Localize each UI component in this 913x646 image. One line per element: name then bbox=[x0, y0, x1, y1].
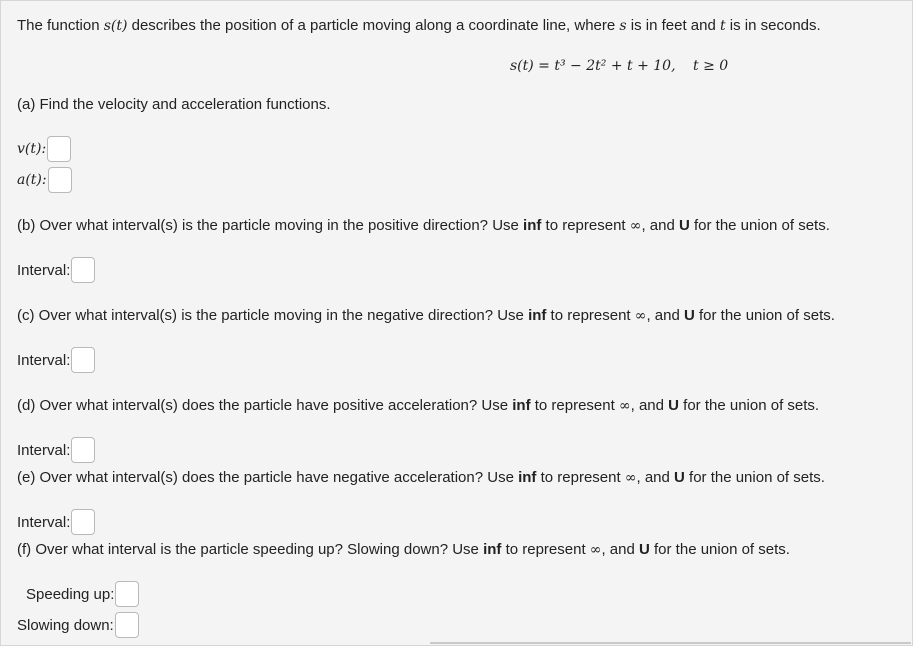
prompt-text: for the union of sets. bbox=[649, 541, 790, 558]
slowing-down-row bbox=[17, 612, 139, 638]
acceleration-row bbox=[17, 167, 72, 193]
speeding-up-input[interactable] bbox=[115, 581, 139, 607]
intro-t-variable: t bbox=[720, 18, 726, 34]
positive-acceleration-interval-input[interactable] bbox=[71, 437, 95, 463]
union-keyword: U bbox=[678, 217, 690, 234]
slowing-down-input[interactable] bbox=[115, 612, 139, 638]
union-keyword: U bbox=[674, 469, 685, 486]
infinity-symbol: ∞ bbox=[589, 542, 602, 558]
intro-text bbox=[17, 16, 821, 36]
prompt-text: for the union of sets. bbox=[679, 397, 820, 414]
prompt-text: to represent bbox=[530, 397, 619, 414]
part-a-prompt: (a) Find the velocity and acceleration functions. bbox=[17, 96, 331, 113]
inf-keyword: inf bbox=[483, 541, 502, 558]
part-d-interval-row bbox=[17, 437, 95, 463]
interval-label: Interval: bbox=[17, 351, 71, 369]
prompt-text: to represent bbox=[546, 307, 635, 324]
intro-s-variable: s bbox=[619, 18, 627, 34]
time-domain: t ≥ 0 bbox=[693, 58, 729, 74]
inf-keyword: inf bbox=[518, 469, 537, 486]
infinity-symbol: ∞ bbox=[634, 308, 647, 324]
interval-label: Interval: bbox=[17, 513, 71, 531]
intro-text-part: describes the position of a particle moving along a coordinate line, where bbox=[127, 17, 620, 34]
part-e-interval-row bbox=[17, 509, 95, 535]
prompt-text: (c) Over what interval(s) is the particle moving in the negative direction? Use bbox=[17, 307, 529, 324]
intro-s-of-t: s(t) bbox=[103, 18, 128, 34]
speeding-up-label: Speeding up: bbox=[26, 585, 115, 603]
interval-label: Interval: bbox=[17, 261, 71, 279]
velocity-label: v(t): bbox=[17, 141, 47, 157]
velocity-row bbox=[17, 136, 71, 162]
intro-text-part: is in feet and bbox=[626, 17, 720, 34]
prompt-text: (d) Over what interval(s) does the particle have positive acceleration? Use bbox=[17, 397, 513, 414]
part-b-interval-row bbox=[17, 257, 95, 283]
part-f-prompt bbox=[17, 540, 790, 560]
part-c-prompt bbox=[17, 306, 835, 326]
prompt-text: , and bbox=[630, 397, 669, 414]
prompt-text: (f) Over what interval is the particle speeding up? Slowing down? Use bbox=[17, 541, 484, 558]
part-e-prompt bbox=[17, 468, 825, 488]
union-keyword: U bbox=[668, 397, 679, 414]
prompt-text: (e) Over what interval(s) does the particle have negative acceleration? Use bbox=[17, 469, 519, 486]
inf-keyword: inf bbox=[528, 307, 547, 324]
infinity-symbol: ∞ bbox=[624, 470, 637, 486]
inf-keyword: inf bbox=[512, 397, 531, 414]
part-d-prompt bbox=[17, 396, 819, 416]
prompt-text: , and bbox=[601, 541, 639, 558]
infinity-symbol: ∞ bbox=[629, 218, 642, 234]
union-keyword: U bbox=[639, 541, 650, 558]
prompt-text: for the union of sets. bbox=[694, 307, 835, 324]
prompt-text: to represent bbox=[501, 541, 590, 558]
prompt-text: to represent bbox=[541, 217, 630, 234]
prompt-text: to represent bbox=[536, 469, 625, 486]
infinity-symbol: ∞ bbox=[618, 398, 631, 414]
prompt-text: , and bbox=[636, 469, 675, 486]
bottom-divider bbox=[430, 642, 911, 644]
position-equation: s(t) = t³ − 2t² + t + 10, bbox=[510, 58, 676, 74]
prompt-text: for the union of sets. bbox=[689, 217, 830, 234]
speeding-up-row bbox=[26, 581, 139, 607]
acceleration-label: a(t): bbox=[17, 172, 47, 188]
acceleration-input[interactable] bbox=[48, 167, 72, 193]
negative-acceleration-interval-input[interactable] bbox=[71, 509, 95, 535]
interval-label: Interval: bbox=[17, 441, 71, 459]
prompt-text: , and bbox=[641, 217, 679, 234]
part-b-prompt bbox=[17, 216, 830, 236]
prompt-text: , and bbox=[646, 307, 684, 324]
part-c-interval-row bbox=[17, 347, 95, 373]
slowing-down-label: Slowing down: bbox=[17, 616, 114, 634]
positive-direction-interval-input[interactable] bbox=[71, 257, 95, 283]
intro-text-part: The function bbox=[17, 17, 104, 34]
velocity-input[interactable] bbox=[47, 136, 71, 162]
inf-keyword: inf bbox=[523, 217, 542, 234]
negative-direction-interval-input[interactable] bbox=[71, 347, 95, 373]
prompt-text: for the union of sets. bbox=[684, 469, 825, 486]
prompt-text: (b) Over what interval(s) is the particle moving in the positive direction? Use bbox=[17, 217, 524, 234]
intro-text-part: is in seconds. bbox=[725, 17, 821, 34]
union-keyword: U bbox=[683, 307, 695, 324]
